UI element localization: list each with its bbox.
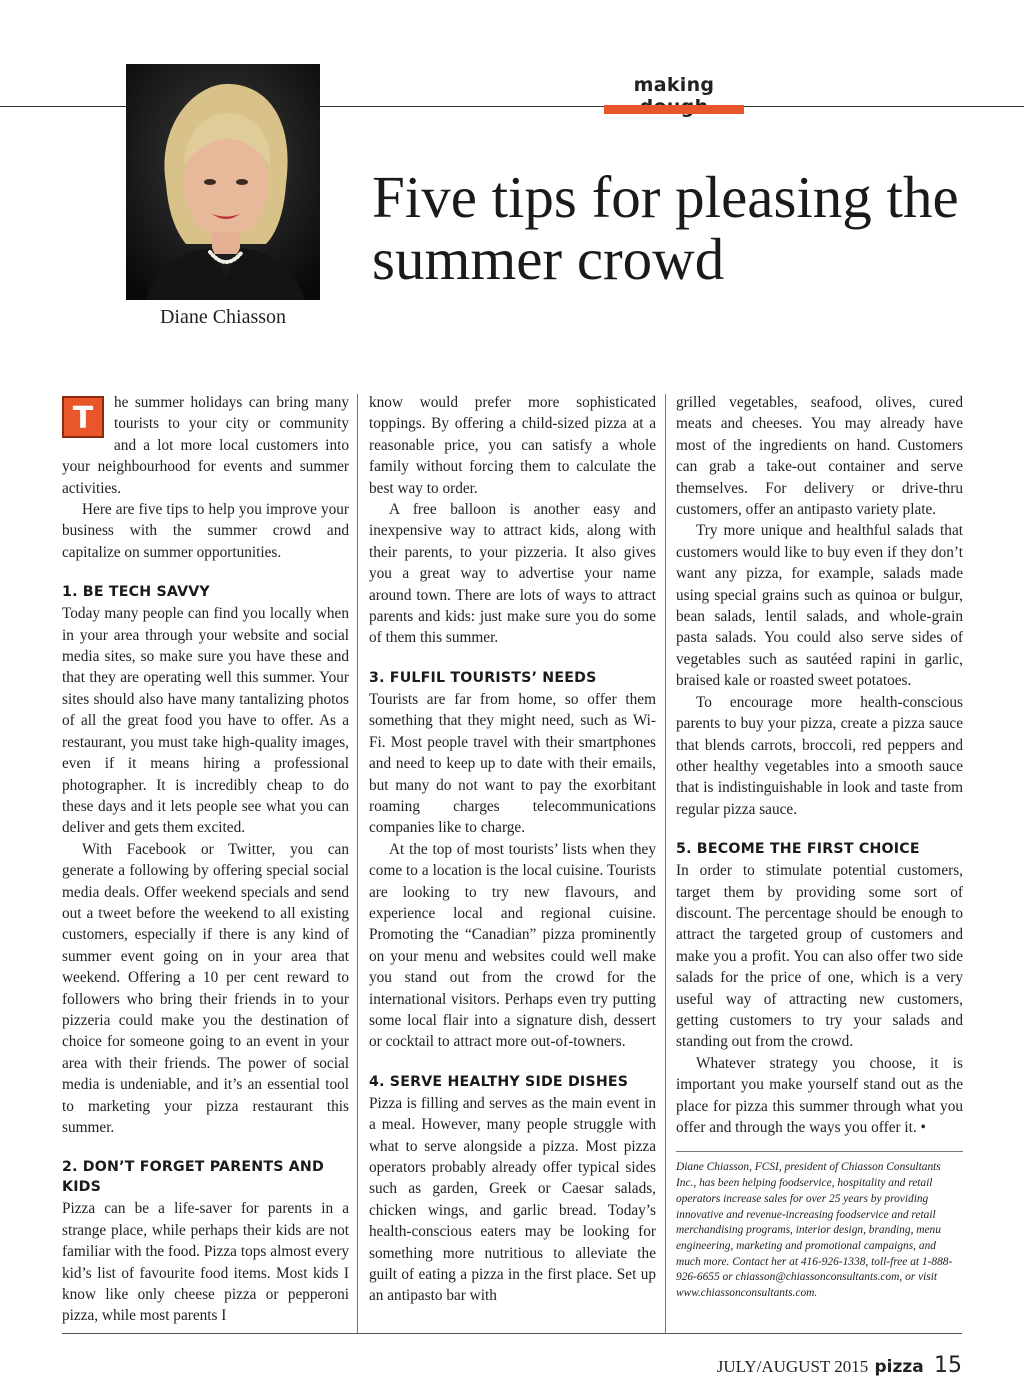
magazine-name: pizza xyxy=(874,1357,924,1377)
body-paragraph: grilled vegetables, seafood, olives, cured meats and cheeses. You may already have most of the ingredients on hand. Customers can grab a take-out container and serve themselves. For delivery or drive-thru customers, offer an antipasto variety plate. xyxy=(676,394,963,519)
section-tag: making xyxy=(633,74,715,96)
intro-paragraph: T he summer holidays can bring many tourists to your city or community and a lot more local customers into your neighbourhood for events and summer activities. xyxy=(62,394,349,497)
section-heading: 2. DON’T FORGET PARENTS AND KIDS xyxy=(62,1159,324,1196)
section-heading: 1. BE TECH SAVVY xyxy=(62,584,210,601)
drop-cap: T xyxy=(62,396,104,438)
body-paragraph: know would prefer more sophisticated toppings. By offering a child-sized pizza at a reasonable price, you can satisfy a whole family without forcing them to calculate the best way to order. xyxy=(369,394,656,497)
body-paragraph: Today many people can find you locally when in your area through your website and social media sites, so make sure you have these and that they are operating well this summer. Your sites should also have many tantalizing photos of all the great food you have to offer. As a restaurant, you must take high-quality images, even if it means hiring a professional photographer. It is incredibly cheap to do these days and it lets people see what you can deliver and gets them excited. xyxy=(62,605,349,837)
body-paragraph: To encourage more health-conscious parents to buy your pizza, create a pizza sauce that blends carrots, broccoli, red peppers and other healthy vegetables into a smooth sauce that is indistinguishable in look and taste from regular pizza sauce. xyxy=(676,693,963,818)
body-paragraph: With Facebook or Twitter, you can generate a following by offering special social media deals. Offer weekend specials and send out a tweet before the weekend to all existing customers, especially if there is any kind of summer event going on in your area that weekend. Offering a 10 per cent reward to followers who bring their friends in to your pizzeria could make you the destination of choice for someone going to an event in your area with their friends. The power of social media is undeniable, and it’s an essential tool to marketing your pizza restaurant this summer. xyxy=(62,840,349,1136)
body-paragraph: At the top of most tourists’ lists when they come to a location is the local cuisine. Tourists are looking to try new flavours, and experience local and regional cuisine. Promoting the “Canadian” pizza prominently on your menu and websites could well make you stand out from the crowd for the international visitors. Perhaps even try putting some local flair into a signature dish, dessert or cocktail to attract more out-of-towners. xyxy=(369,840,656,1051)
body-paragraph: Tourists are far from home, so offer them something that they might need, such as Wi-Fi. Most people travel with their smartphones and need to keep up to date with their emails, but many do not want to pay the exorbitant roaming charges telecommunications companies like to charge. xyxy=(369,690,656,837)
section-heading: 5. BECOME THE FIRST CHOICE xyxy=(676,841,920,858)
body-paragraph: Whatever strategy you choose, it is important you make yourself stand out as the place for pizza this summer through what you offer and through the ways you offer it. • xyxy=(676,1054,963,1136)
footer-rule xyxy=(62,1333,962,1334)
article-column-3 xyxy=(676,392,963,1302)
body-paragraph: Pizza is filling and serves as the main event in a meal. However, many people struggle with what to serve alongside a pizza. Most pizza operators probably already offer typical sides such as garden, Greek or Caesar salads, chicken wings, and garlic bread. Today’s health-conscious eaters may be looking for something more nutritious to alleviate the guilt of eating a pizza in the first place. Set up an antipasto bar with xyxy=(369,1094,656,1305)
article-column-2 xyxy=(369,392,656,1307)
body-paragraph: Pizza can be a life-saver for parents in a strange place, while perhaps their kids are not familiar with the food. Pizza tops almost every kid’s list of favourite food items. Most kids I know like only cheese pizza or pepperoni pizza, while most parents I xyxy=(62,1200,349,1325)
author-caption: Diane Chiasson xyxy=(159,306,287,328)
section-heading: 3. FULFIL TOURISTS’ NEEDS xyxy=(369,669,597,686)
column-divider xyxy=(665,394,666,1334)
section-accent-bar xyxy=(604,105,744,114)
author-photo xyxy=(126,64,320,300)
issue-date: JULY/AUGUST 2015 xyxy=(716,1357,869,1376)
article-headline: Five tips for pleasing the summer crowd xyxy=(372,164,959,292)
body-paragraph: Try more unique and healthful salads that customers would like to buy even if they don’t want any pizza, for example, salads made using special grains such as quinoa or bulgur, bean salads, lentil salads, and whole-grain pasta salads. You could also serve sides of vegetables such as sautéed rapini in garlic, braised kale or roasted sweet potatoes. xyxy=(676,522,963,690)
page-number: 15 xyxy=(934,1353,962,1378)
body-paragraph: In order to stimulate potential customers, target them by providing some sort of discount. The percentage should be enough to attract the targeted group of customers and make you a profit. You can also offer two side salads for the price of one, which is a very useful way of attracting new customers, getting customers to try your salads and standing out from the crowd. xyxy=(676,862,963,1051)
section-heading: 4. SERVE HEALTHY SIDE DISHES xyxy=(369,1073,629,1090)
page-footer xyxy=(717,1353,962,1378)
intro-paragraph: Here are five tips to help you improve your business with the summer crowd and capitalize on summer opportunities. xyxy=(62,501,349,561)
column-divider xyxy=(357,394,358,1334)
body-paragraph: A free balloon is another easy and inexpensive way to attract kids, along with their parents, to your pizzeria. It also gives you a great way to advertise your name around town. There are lots of ways to attract parents and kids: just make sure you do some of them this summer. xyxy=(369,501,656,647)
bio-divider xyxy=(676,1151,963,1152)
author-portrait-image xyxy=(126,64,320,300)
author-bio: Diane Chiasson, FCSI, president of Chiasson Consultants Inc., has been helping foodservice, hospitality and retail operators increase sales for over 25 years by providing innovative and revenue-increasing foodservice and retail merchandising programs, interior design, branding, menu engineering, marketing and promotional campaigns, and much more. Contact her at 416-926-1338, toll-free at 1-888-926-6655 or chiasson@chiassonconsultants.com, or visit www.chiassonconsultants.com. xyxy=(676,1161,953,1300)
article-column-1 xyxy=(62,392,349,1327)
